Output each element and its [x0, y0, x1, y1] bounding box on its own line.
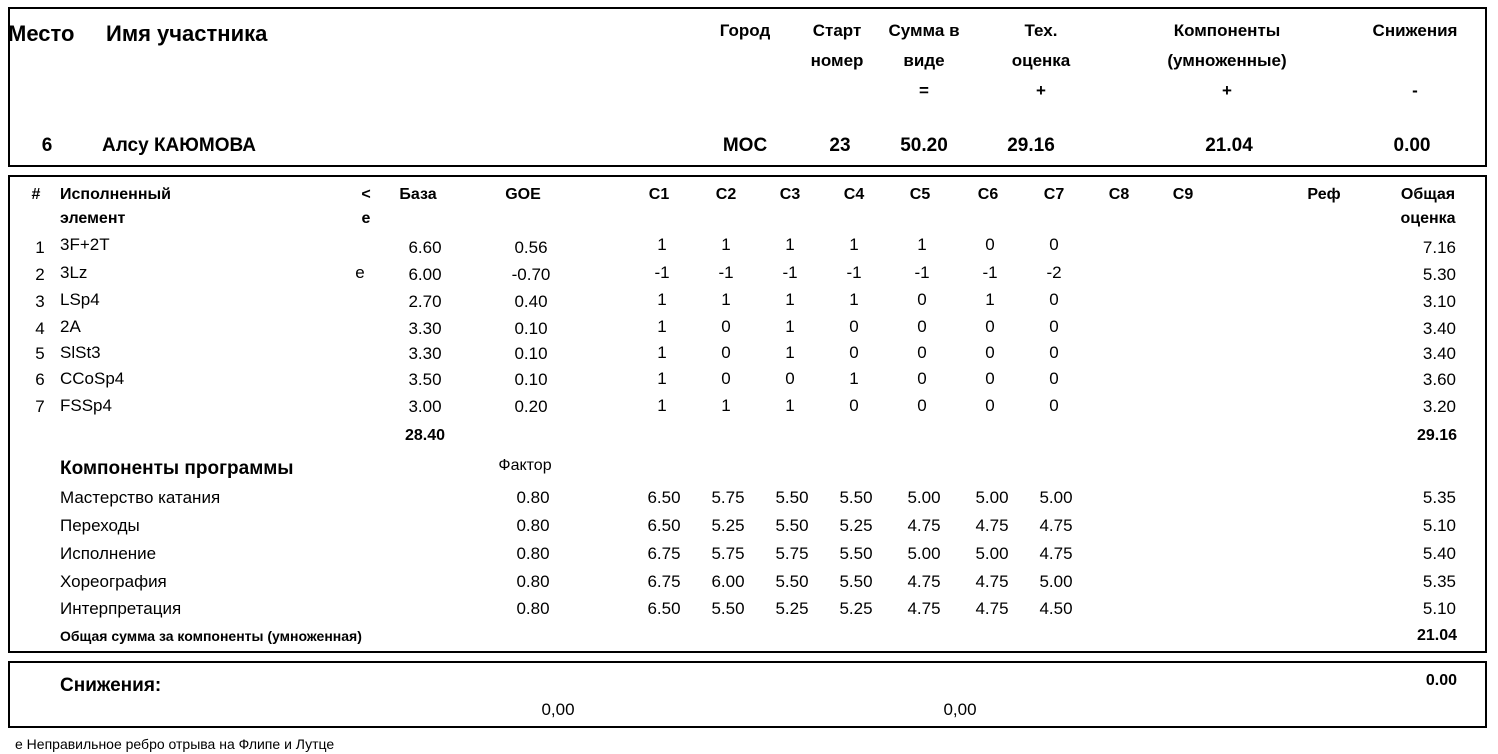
- skater-start: 23: [829, 135, 851, 156]
- element-judge-score: 1: [785, 290, 795, 309]
- element-base: 3.30: [408, 344, 442, 363]
- element-name: CCoSp4: [60, 369, 125, 388]
- element-judge-score: 0: [1049, 235, 1059, 254]
- element-score: 3.40: [1422, 344, 1456, 363]
- component-score: 5.40: [1422, 544, 1456, 563]
- component-factor: 0.80: [516, 572, 550, 591]
- skater-ded: 0.00: [1393, 135, 1431, 156]
- component-judge-score: 5.25: [775, 599, 809, 618]
- element-judge-score: 0: [1049, 317, 1059, 336]
- element-number: 6: [35, 370, 45, 389]
- component-judge-score: 5.50: [839, 544, 873, 563]
- component-judge-score: 4.75: [975, 516, 1009, 535]
- element-base: 3.30: [408, 319, 442, 338]
- element-judge-score: 0: [1049, 396, 1059, 415]
- element-base: 6.60: [408, 238, 442, 257]
- header-start-1: Старт: [812, 21, 862, 40]
- element-judge-score: 1: [721, 235, 731, 254]
- header-total-3: =: [919, 81, 929, 100]
- component-judge-score: 4.50: [1039, 599, 1073, 618]
- element-score: 3.20: [1422, 397, 1456, 416]
- element-number: 2: [35, 265, 45, 284]
- component-judge-score: 4.75: [1039, 516, 1073, 535]
- component-judge-score: 6.50: [647, 599, 681, 618]
- component-judge-score: 5.00: [1039, 572, 1073, 591]
- col-score-2: оценка: [1400, 210, 1456, 227]
- element-judge-score: 0: [1049, 369, 1059, 388]
- col-j9: C9: [1172, 186, 1194, 203]
- element-goe: 0.10: [514, 370, 548, 389]
- component-judge-score: 5.00: [907, 544, 941, 563]
- col-j6: C6: [977, 186, 999, 203]
- component-judge-score: 6.75: [647, 572, 681, 591]
- component-judge-score: 5.00: [1039, 488, 1073, 507]
- elements-total-base: 28.40: [404, 427, 446, 444]
- header-tech-2: оценка: [1011, 51, 1071, 70]
- component-judge-score: 5.50: [775, 516, 809, 535]
- element-judge-score: 0: [985, 235, 995, 254]
- element-name: 3F+2T: [60, 235, 110, 254]
- element-base: 2.70: [408, 292, 442, 311]
- header-total-2: виде: [903, 51, 945, 70]
- element-number: 5: [35, 344, 45, 363]
- element-score: 3.60: [1422, 370, 1456, 389]
- component-judge-score: 4.75: [907, 572, 941, 591]
- element-name: SlSt3: [60, 343, 101, 362]
- element-goe: 0.56: [514, 238, 548, 257]
- component-judge-score: 4.75: [907, 516, 941, 535]
- component-score: 5.10: [1422, 599, 1456, 618]
- element-judge-score: -1: [914, 263, 930, 282]
- col-num: #: [31, 186, 41, 203]
- col-ref: Реф: [1307, 186, 1341, 203]
- col-j7: C7: [1043, 186, 1065, 203]
- element-name: 2A: [60, 317, 81, 336]
- element-judge-score: -2: [1046, 263, 1062, 282]
- col-element-2: элемент: [60, 210, 126, 227]
- components-total: 21.04: [1416, 627, 1457, 644]
- element-name: 3Lz: [60, 263, 88, 282]
- deductions-box: [8, 661, 1487, 728]
- component-judge-score: 4.75: [975, 572, 1009, 591]
- element-base: 3.50: [408, 370, 442, 389]
- element-judge-score: 0: [985, 317, 995, 336]
- skater-comp: 21.04: [1205, 135, 1253, 156]
- element-judge-score: 1: [657, 396, 667, 415]
- component-factor: 0.80: [516, 488, 550, 507]
- header-tech-3: +: [1036, 81, 1046, 100]
- element-judge-score: 0: [849, 343, 859, 362]
- component-score: 5.10: [1422, 516, 1456, 535]
- element-score: 3.40: [1422, 319, 1456, 338]
- element-goe: 0.10: [514, 344, 548, 363]
- element-judge-score: 1: [657, 235, 667, 254]
- component-judge-score: 5.25: [711, 516, 745, 535]
- skater-city: MOC: [722, 135, 768, 156]
- element-judge-score: 0: [917, 290, 927, 309]
- elements-total-score: 29.16: [1416, 427, 1457, 444]
- header-comp-1: Компоненты: [1173, 21, 1281, 40]
- component-score: 5.35: [1422, 488, 1456, 507]
- header-name: Имя участника: [106, 21, 268, 46]
- header-start-2: номер: [810, 51, 864, 70]
- col-info-2: e: [361, 210, 371, 227]
- element-goe: 0.20: [514, 397, 548, 416]
- col-j3: C3: [779, 186, 801, 203]
- col-j2: C2: [715, 186, 737, 203]
- element-judge-score: 1: [657, 369, 667, 388]
- element-judge-score: -1: [782, 263, 798, 282]
- col-goe: GOE: [505, 186, 541, 203]
- element-goe: 0.10: [514, 319, 548, 338]
- element-judge-score: 0: [721, 369, 731, 388]
- element-judge-score: 0: [1049, 290, 1059, 309]
- col-j4: C4: [843, 186, 865, 203]
- component-name: Хореография: [60, 572, 167, 591]
- element-number: 3: [35, 292, 45, 311]
- element-judge-score: 0: [849, 396, 859, 415]
- header-comp-2: (умноженные): [1167, 51, 1287, 70]
- element-judge-score: 1: [721, 290, 731, 309]
- deductions-value: 0.00: [1425, 672, 1457, 689]
- element-judge-score: 0: [721, 317, 731, 336]
- element-number: 4: [35, 319, 45, 338]
- footnote: e Неправильное ребро отрыва на Флипе и Лутце: [15, 736, 335, 752]
- element-goe: 0.40: [514, 292, 548, 311]
- component-judge-score: 5.00: [907, 488, 941, 507]
- skater-name: Алсу КАЮМОВА: [102, 135, 256, 156]
- element-judge-score: 1: [657, 343, 667, 362]
- col-element-1: Исполненный: [60, 186, 171, 203]
- element-judge-score: -1: [982, 263, 998, 282]
- skater-total: 50.20: [900, 135, 948, 156]
- component-judge-score: 5.25: [839, 599, 873, 618]
- header-total-1: Сумма в: [888, 21, 960, 40]
- element-judge-score: 1: [849, 235, 859, 254]
- component-judge-score: 5.00: [975, 488, 1009, 507]
- element-judge-score: 0: [785, 369, 795, 388]
- component-judge-score: 5.50: [775, 488, 809, 507]
- header-tech-1: Тех.: [1024, 21, 1058, 40]
- element-judge-score: 1: [785, 317, 795, 336]
- element-judge-score: 1: [657, 290, 667, 309]
- component-score: 5.35: [1422, 572, 1456, 591]
- deductions-sub-2: 0,00: [943, 700, 977, 719]
- element-judge-score: 1: [785, 343, 795, 362]
- components-title: Компоненты программы: [60, 458, 294, 479]
- element-judge-score: -1: [846, 263, 862, 282]
- element-base: 3.00: [408, 397, 442, 416]
- scores-detail-box: [8, 175, 1487, 653]
- skater-tech: 29.16: [1007, 135, 1055, 156]
- component-name: Мастерство катания: [60, 488, 221, 507]
- element-judge-score: 1: [721, 396, 731, 415]
- component-judge-score: 5.75: [711, 488, 745, 507]
- header-city: Город: [719, 21, 771, 40]
- col-j5: C5: [909, 186, 931, 203]
- element-judge-score: 1: [785, 396, 795, 415]
- header-ded-1: Снижения: [1372, 21, 1458, 40]
- element-judge-score: 0: [1049, 343, 1059, 362]
- element-judge-score: 1: [849, 369, 859, 388]
- element-judge-score: 0: [721, 343, 731, 362]
- element-number: 1: [35, 238, 45, 257]
- component-judge-score: 5.50: [839, 488, 873, 507]
- header-ded-2: -: [1412, 81, 1418, 100]
- component-name: Переходы: [60, 516, 140, 535]
- element-judge-score: 0: [917, 369, 927, 388]
- element-judge-score: 0: [917, 317, 927, 336]
- element-judge-score: 1: [985, 290, 995, 309]
- component-judge-score: 4.75: [975, 599, 1009, 618]
- component-judge-score: 5.50: [775, 572, 809, 591]
- header-comp-3: +: [1222, 81, 1232, 100]
- element-base: 6.00: [408, 265, 442, 284]
- element-judge-score: 1: [917, 235, 927, 254]
- col-j8: C8: [1108, 186, 1130, 203]
- element-name: FSSp4: [60, 396, 112, 415]
- element-judge-score: 0: [917, 343, 927, 362]
- element-judge-score: 1: [785, 235, 795, 254]
- element-judge-score: 0: [849, 317, 859, 336]
- element-score: 5.30: [1422, 265, 1456, 284]
- component-factor: 0.80: [516, 516, 550, 535]
- component-name: Интерпретация: [60, 599, 182, 618]
- component-judge-score: 6.50: [647, 488, 681, 507]
- factor-label: Фактор: [498, 457, 552, 474]
- header-place: Место: [8, 21, 75, 46]
- element-info: e: [355, 263, 365, 282]
- component-judge-score: 4.75: [1039, 544, 1073, 563]
- col-info-1: <: [361, 186, 371, 203]
- element-judge-score: 1: [657, 317, 667, 336]
- element-judge-score: -1: [654, 263, 670, 282]
- component-judge-score: 6.00: [711, 572, 745, 591]
- element-judge-score: 0: [985, 343, 995, 362]
- element-score: 7.16: [1422, 238, 1456, 257]
- deductions-sub-1: 0,00: [541, 700, 575, 719]
- element-score: 3.10: [1422, 292, 1456, 311]
- element-judge-score: 0: [917, 396, 927, 415]
- component-judge-score: 5.50: [711, 599, 745, 618]
- component-judge-score: 5.00: [975, 544, 1009, 563]
- component-judge-score: 6.75: [647, 544, 681, 563]
- element-number: 7: [35, 397, 45, 416]
- components-total-label: Общая сумма за компоненты (умноженная): [60, 628, 362, 644]
- element-judge-score: 0: [985, 396, 995, 415]
- skater-place: 6: [41, 135, 53, 156]
- component-name: Исполнение: [60, 544, 157, 563]
- col-j1: C1: [648, 186, 670, 203]
- component-judge-score: 5.75: [711, 544, 745, 563]
- element-name: LSp4: [60, 290, 100, 309]
- col-score-1: Общая: [1400, 186, 1456, 203]
- element-judge-score: -1: [718, 263, 734, 282]
- element-judge-score: 0: [985, 369, 995, 388]
- element-goe: -0.70: [511, 265, 551, 284]
- component-judge-score: 4.75: [907, 599, 941, 618]
- col-base: База: [399, 186, 437, 203]
- deductions-label: Снижения:: [60, 675, 162, 696]
- element-judge-score: 1: [849, 290, 859, 309]
- component-factor: 0.80: [516, 599, 550, 618]
- component-factor: 0.80: [516, 544, 550, 563]
- component-judge-score: 5.75: [775, 544, 809, 563]
- component-judge-score: 5.25: [839, 516, 873, 535]
- component-judge-score: 5.50: [839, 572, 873, 591]
- component-judge-score: 6.50: [647, 516, 681, 535]
